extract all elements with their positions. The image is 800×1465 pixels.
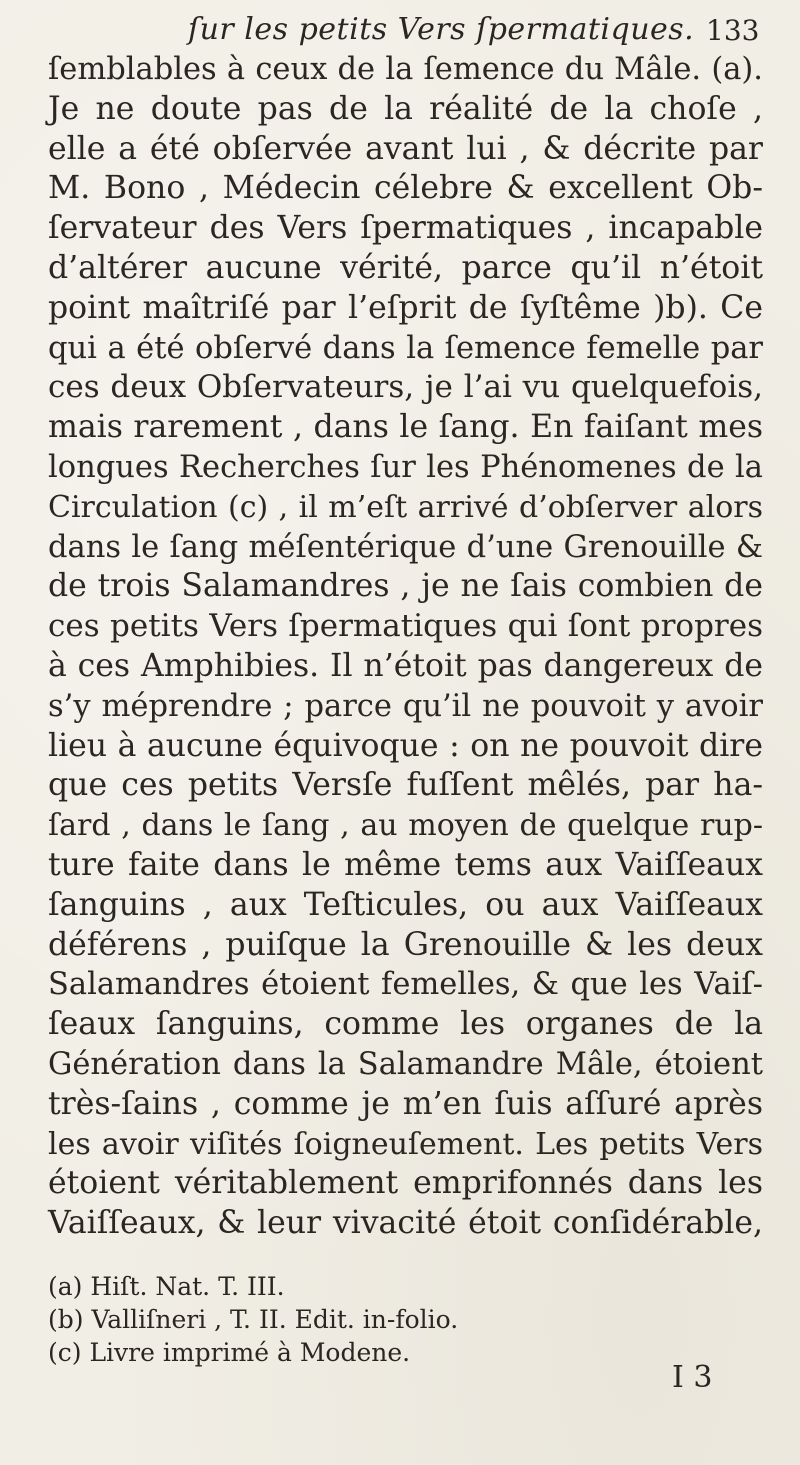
footnote: (b) Valliſneri , T. II. Edit. in-folio. xyxy=(48,1305,459,1334)
text-line: les avoir viſités ſoigneuſement. Les petits Vers xyxy=(48,1126,763,1162)
footnotes xyxy=(48,1270,763,1369)
text-line: M. Bono , Médecin célebre & excellent Ob- xyxy=(48,170,763,207)
body-text xyxy=(48,50,763,1244)
text-line: ſervateur des Vers ſpermatiques , incapable xyxy=(48,210,763,247)
text-line: longues Recherches ſur les Phénomenes de la xyxy=(48,449,763,485)
text-line: à ces Amphibies. Il n’étoit pas dangereux de xyxy=(48,647,763,684)
text-line: que ces petits Versſe fuſſent mêlés, par ha- xyxy=(48,767,763,804)
text-line: ſard , dans le ſang , au moyen de quelque rup- xyxy=(48,808,763,844)
text-line: elle a été obſervée avant lui , & décrite par xyxy=(48,130,763,167)
text-line: Vaiſſeaux, & leur vivacité étoit conſidérable, xyxy=(48,1205,763,1242)
footnote: (c) Livre imprimé à Modene. xyxy=(48,1338,411,1367)
text-line: Salamandres étoient femelles, & que les Vaiſ- xyxy=(48,967,763,1003)
text-line: ces deux Obſervateurs, je l’ai vu quelquefois, xyxy=(48,369,763,406)
text-line: Génération dans la Salamandre Mâle, étoient xyxy=(48,1046,763,1082)
text-line: ture faite dans le même tems aux Vaiſſeaux xyxy=(48,846,763,883)
text-line: ſeaux ſanguins, comme les organes de la xyxy=(48,1006,763,1043)
footnote: (a) Hiſt. Nat. T. III. xyxy=(48,1272,285,1301)
text-line: ces petits Vers ſpermatiques qui ſont propres xyxy=(48,608,763,645)
text-line: point maîtriſé par l’eſprit de ſyſtême )b). Ce xyxy=(48,289,763,326)
text-line: de trois Salamandres , je ne ſais combien de xyxy=(48,568,763,605)
text-line: s’y méprendre ; parce qu’il ne pouvoit y avoir xyxy=(48,688,763,724)
text-line: ſemblables à ceux de la ſemence du Mâle. (a). xyxy=(48,52,763,87)
text-line: dans le ſang méſentérique d’une Grenouille & xyxy=(48,529,763,565)
page-number: 133 xyxy=(706,14,760,47)
text-line: déférens , puiſque la Grenouille & les deux xyxy=(48,926,763,963)
text-line: très-ſains , comme je m’en ſuis aſſuré après xyxy=(48,1085,763,1122)
text-line: ſanguins , aux Teſticules, ou aux Vaiſſeaux xyxy=(48,886,763,923)
text-line: qui a été obſervé dans la ſemence femelle par xyxy=(48,330,763,366)
text-line: Je ne doute pas de la réalité de la choſe , xyxy=(48,90,763,127)
text-line: Circulation (c) , il m’eſt arrivé d’obſerver alors xyxy=(48,489,763,525)
text-line: d’altérer aucune vérité, parce qu’il n’étoit xyxy=(48,249,763,286)
running-head xyxy=(0,12,800,52)
text-line: lieu à aucune équivoque : on ne pouvoit dire xyxy=(48,727,763,764)
text-line: étoient véritablement emprifonnés dans les xyxy=(48,1165,763,1202)
running-head-title: ſur les petits Vers ſpermatiques. xyxy=(188,12,695,47)
signature-mark: I 3 xyxy=(672,1360,713,1395)
text-line: mais rarement , dans le ſang. En faiſant mes xyxy=(48,409,763,446)
